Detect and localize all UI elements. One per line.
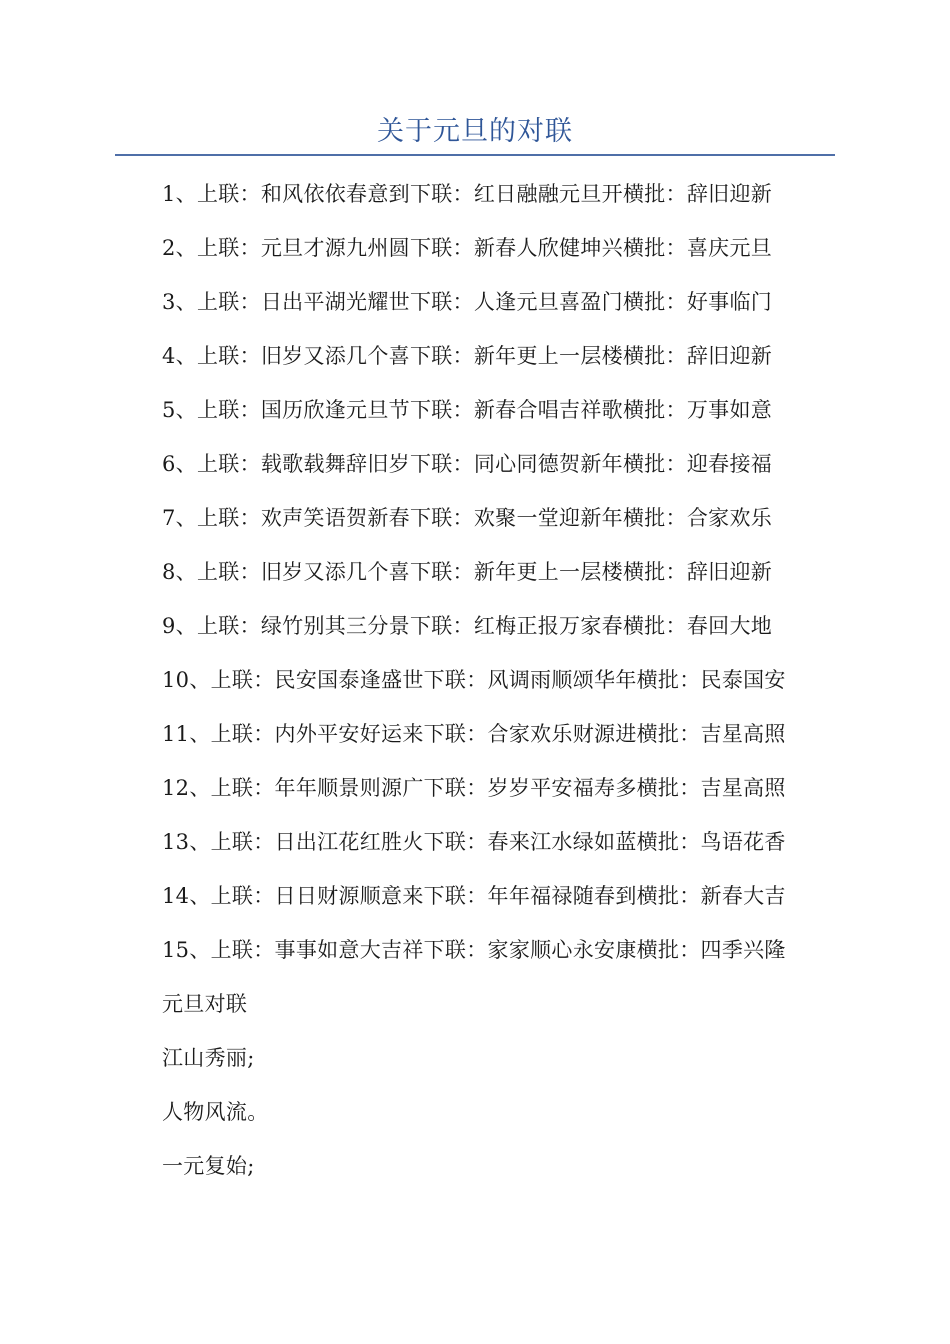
couplet-line-15: 15、上联：事事如意大吉祥下联：家家顺心永安康横批：四季兴隆 [162,938,786,962]
page-title: 关于元旦的对联 [377,116,573,147]
text-line: 一元复始; [162,1154,255,1178]
couplet-line-8: 8、上联：旧岁又添几个喜下联：新年更上一层楼横批：辞旧迎新 [162,560,773,584]
text-line: 人物风流。 [162,1100,269,1124]
couplet-line-1: 1、上联：和风依依春意到下联：红日融融元旦开横批：辞旧迎新 [162,182,773,206]
title-underline [115,154,835,156]
couplet-line-9: 9、上联：绿竹别其三分景下联：红梅正报万家春横批：春回大地 [162,614,773,638]
couplet-line-13: 13、上联：日出江花红胜火下联：春来江水绿如蓝横批：鸟语花香 [162,830,786,854]
couplet-line-10: 10、上联：民安国泰逢盛世下联：风调雨顺颂华年横批：民泰国安 [162,668,786,692]
couplet-line-3: 3、上联：日出平湖光耀世下联：人逢元旦喜盈门横批：好事临门 [162,290,773,314]
couplet-line-12: 12、上联：年年顺景则源广下联：岁岁平安福寿多横批：吉星高照 [162,776,786,800]
couplet-line-5: 5、上联：国历欣逢元旦节下联：新春合唱吉祥歌横批：万事如意 [162,398,773,422]
text-line: 江山秀丽; [162,1046,255,1070]
couplet-line-2: 2、上联：元旦才源九州圆下联：新春人欣健坤兴横批：喜庆元旦 [162,236,773,260]
couplet-line-4: 4、上联：旧岁又添几个喜下联：新年更上一层楼横批：辞旧迎新 [162,344,773,368]
document-body [162,176,842,1202]
couplet-line-14: 14、上联：日日财源顺意来下联：年年福禄随春到横批：新春大吉 [162,884,786,908]
couplet-line-11: 11、上联：内外平安好运来下联：合家欢乐财源进横批：吉星高照 [162,722,786,746]
section-heading: 元旦对联 [162,992,248,1016]
couplet-line-7: 7、上联：欢声笑语贺新春下联：欢聚一堂迎新年横批：合家欢乐 [162,506,773,530]
couplet-line-6: 6、上联：载歌载舞辞旧岁下联：同心同德贺新年横批：迎春接福 [162,452,773,476]
